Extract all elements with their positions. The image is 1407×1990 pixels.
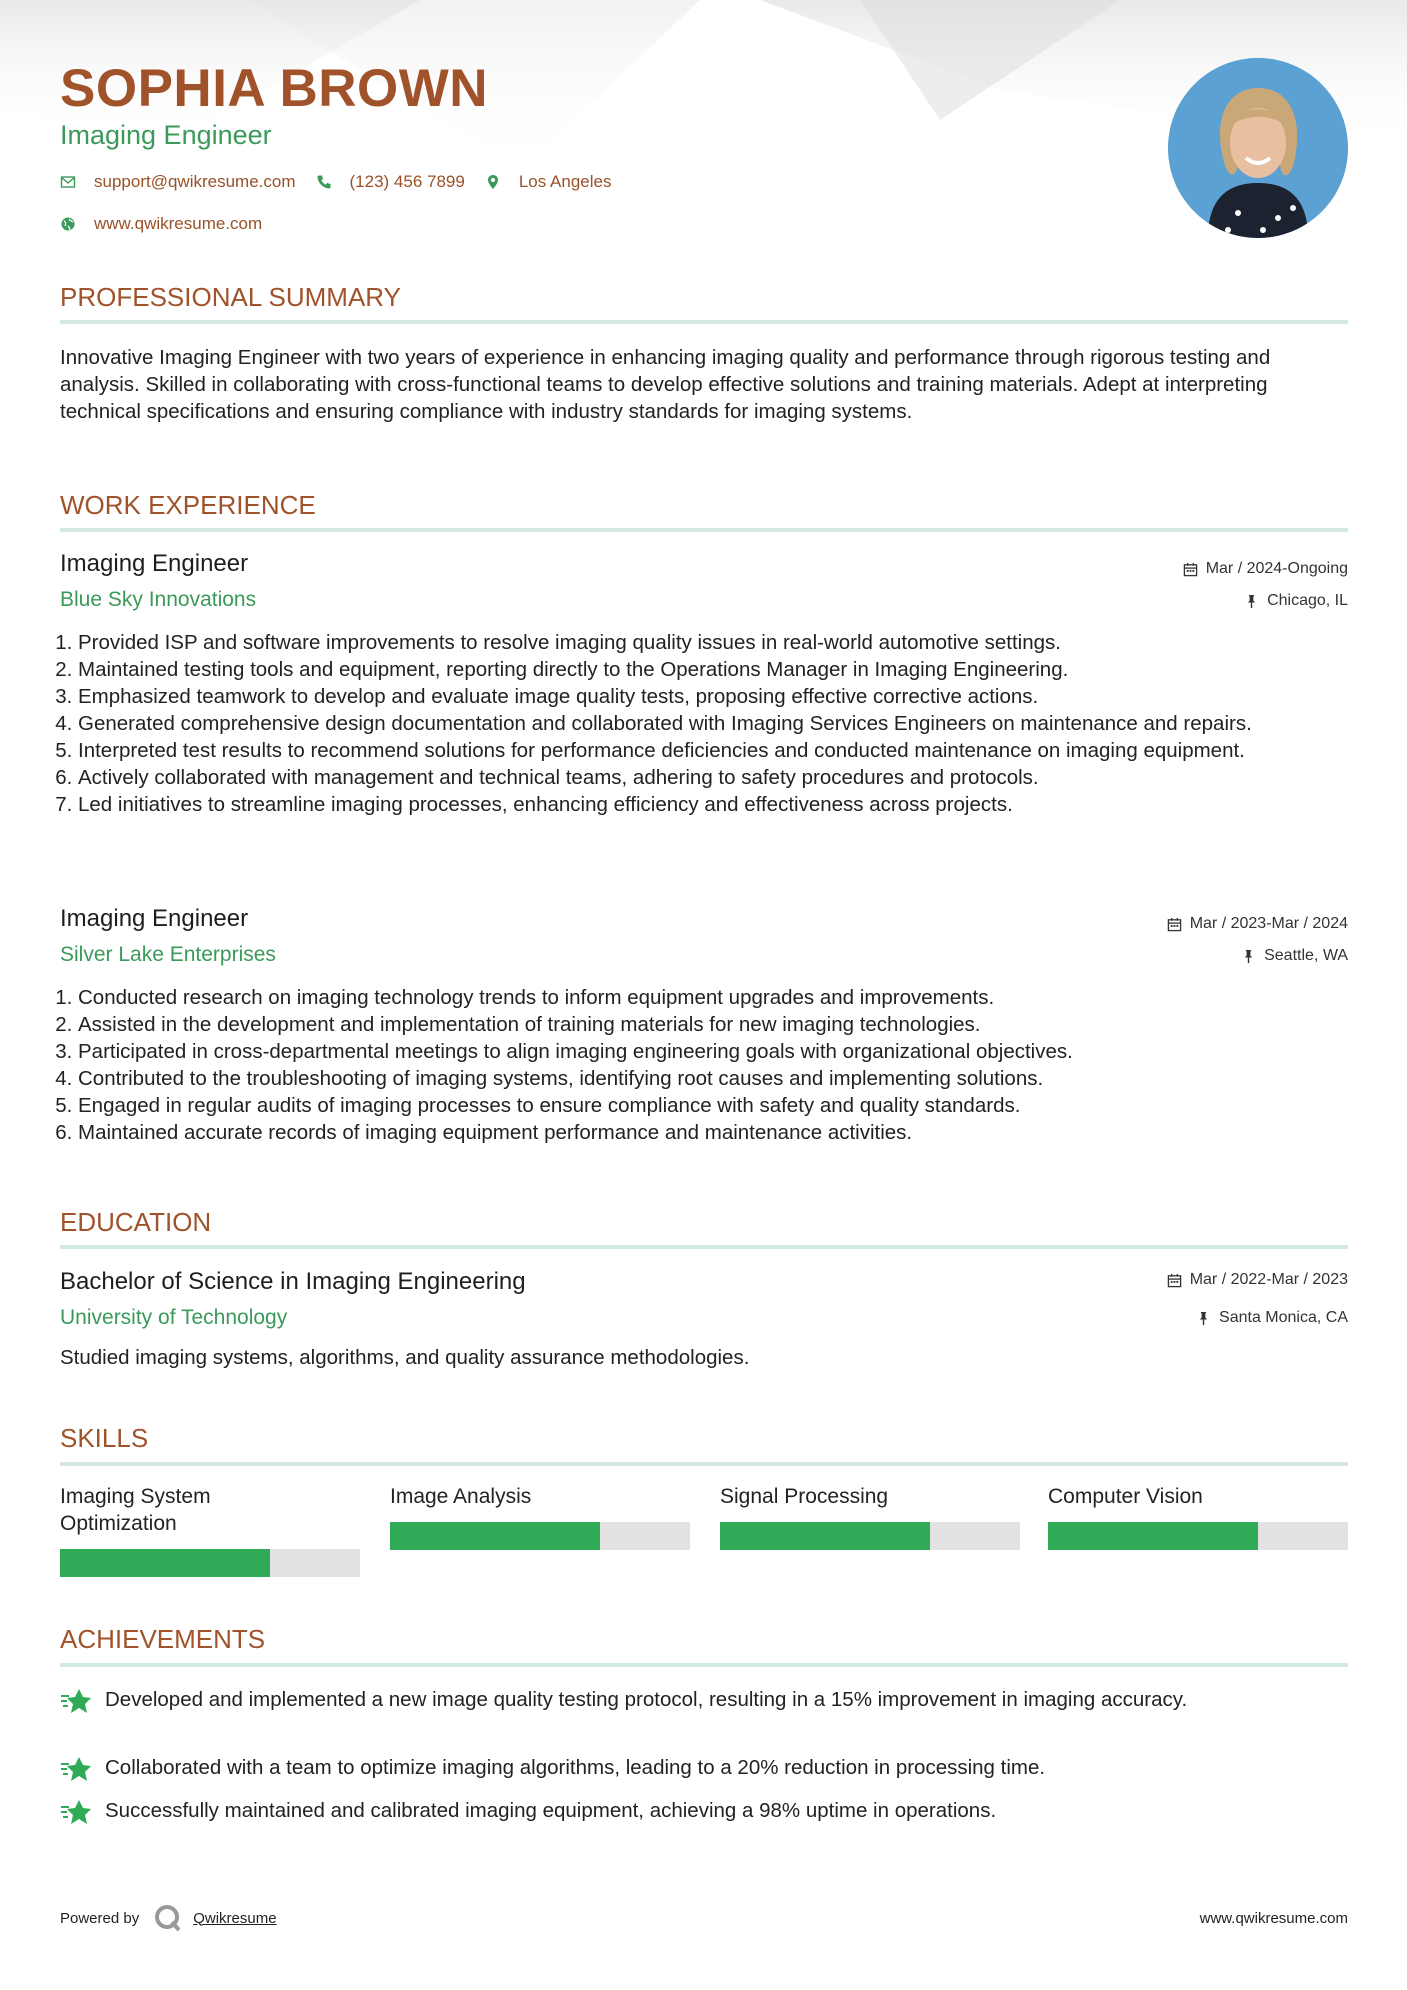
skill-bar xyxy=(60,1549,360,1577)
skill-bar xyxy=(1048,1522,1348,1550)
skill-level-fill xyxy=(1048,1522,1258,1550)
achievement-text: Developed and implemented a new image quality testing protocol, resulting in a 15% improvement in imaging accuracy. xyxy=(105,1688,1188,1711)
job-location xyxy=(1244,592,1348,610)
summary-heading: PROFESSIONAL SUMMARY xyxy=(60,282,401,312)
education-description: Studied imaging systems, algorithms, and quality assurance methodologies. xyxy=(60,1346,750,1369)
job-dates xyxy=(1167,915,1348,933)
school-name: University of Technology xyxy=(60,1306,288,1329)
contact-row xyxy=(60,172,631,192)
list-item: 5. Engaged in regular audits of imaging processes to ensure compliance with safety and quality standards. xyxy=(78,1092,1348,1119)
skill-level-fill xyxy=(60,1549,270,1577)
achievement-item xyxy=(60,1797,1348,1829)
education-location-text: Santa Monica, CA xyxy=(1219,1309,1348,1326)
skill-bar xyxy=(390,1522,690,1550)
experience-divider xyxy=(60,528,1348,532)
list-item: 6. Actively collaborated with management and technical teams, adhering to safety procedures and protocols. xyxy=(78,764,1348,791)
star-award-icon xyxy=(60,1754,92,1786)
globe-icon xyxy=(60,216,76,232)
profile-photo xyxy=(1168,58,1348,238)
website-text: www.qwikresume.com xyxy=(94,214,263,233)
location-item xyxy=(485,172,612,192)
footer-site-link[interactable]: www.qwikresume.com xyxy=(1199,1909,1348,1927)
job-dates xyxy=(1183,560,1348,578)
job-bullets xyxy=(60,984,1348,1146)
skill-item xyxy=(1048,1483,1348,1543)
skill-label: Image Analysis xyxy=(390,1485,532,1508)
list-item: 6. Maintained accurate records of imaging equipment performance and maintenance activities. xyxy=(78,1119,1348,1146)
pushpin-icon xyxy=(1196,1311,1211,1326)
email-item[interactable] xyxy=(60,172,296,192)
job-title: Imaging Engineer xyxy=(60,550,249,577)
powered-by-label: Powered by xyxy=(60,1909,140,1927)
phone-item[interactable] xyxy=(316,172,465,192)
skill-item xyxy=(720,1483,1020,1543)
star-award-icon xyxy=(60,1686,92,1718)
job-company: Silver Lake Enterprises xyxy=(60,943,276,966)
achievement-text: Successfully maintained and calibrated imaging equipment, achieving a 98% uptime in operations. xyxy=(105,1799,997,1822)
map-pin-icon xyxy=(485,174,501,190)
job-dates-text: Mar / 2024-Ongoing xyxy=(1205,560,1348,577)
envelope-icon xyxy=(60,174,76,190)
summary-text: Innovative Imaging Engineer with two years of experience in enhancing imaging quality and performance through rigorous testing and analysis. Skilled in collaborating with cross-functional teams to develop effective solutions and training materials. Adept at interpreting technical specifications and ensuring compliance with industry standards for imaging systems. xyxy=(60,346,1271,423)
job-company: Blue Sky Innovations xyxy=(60,588,257,611)
job-location xyxy=(1241,947,1348,965)
candidate-title: Imaging Engineer xyxy=(60,120,272,150)
footer xyxy=(60,1903,1348,1933)
list-item: 4. Generated comprehensive design documentation and collaborated with Imaging Services Engineers on maintenance and repairs. xyxy=(78,710,1348,737)
skill-label: Signal Processing xyxy=(720,1485,889,1508)
job-bullets xyxy=(60,629,1348,818)
website-item[interactable] xyxy=(60,214,262,234)
job-location-text: Chicago, IL xyxy=(1267,592,1348,609)
portrait-image xyxy=(1168,58,1348,238)
list-item: 4. Contributed to the troubleshooting of imaging systems, identifying root causes and implementing solutions. xyxy=(78,1065,1348,1092)
list-item: 1. Provided ISP and software improvements to resolve imaging quality issues in real-world automotive settings. xyxy=(78,629,1348,656)
email-text: support@qwikresume.com xyxy=(94,172,296,191)
pushpin-icon xyxy=(1241,949,1256,964)
star-award-icon xyxy=(60,1797,92,1829)
education-location xyxy=(1196,1309,1348,1327)
job-dates-text: Mar / 2023-Mar / 2024 xyxy=(1189,915,1348,932)
job-title: Imaging Engineer xyxy=(60,905,249,932)
skills-heading: SKILLS xyxy=(60,1423,149,1453)
skill-label: Computer Vision xyxy=(1048,1485,1203,1508)
education-dates-text: Mar / 2022-Mar / 2023 xyxy=(1189,1271,1348,1288)
list-item: 7. Led initiatives to streamline imaging processes, enhancing efficiency and effectiveness across projects. xyxy=(78,791,1348,818)
skills-divider xyxy=(60,1462,1348,1466)
achievements-heading: ACHIEVEMENTS xyxy=(60,1624,266,1654)
achievements-divider xyxy=(60,1663,1348,1667)
achievement-text: Collaborated with a team to optimize imaging algorithms, leading to a 20% reduction in processing time. xyxy=(105,1756,1046,1779)
education-divider xyxy=(60,1245,1348,1249)
skill-level-fill xyxy=(390,1522,600,1550)
calendar-icon xyxy=(1167,917,1182,932)
skill-item xyxy=(60,1483,360,1583)
education-heading: EDUCATION xyxy=(60,1207,212,1237)
qwikresume-link[interactable]: Qwikresume xyxy=(193,1909,277,1927)
calendar-icon xyxy=(1183,562,1198,577)
calendar-icon xyxy=(1167,1273,1182,1288)
achievement-item xyxy=(60,1754,1348,1786)
skill-bar xyxy=(720,1522,1020,1550)
website-row xyxy=(60,214,282,234)
list-item: 2. Assisted in the development and implementation of training materials for new imaging technologies. xyxy=(78,1011,1348,1038)
list-item: 3. Emphasized teamwork to develop and evaluate image quality tests, proposing effective corrective actions. xyxy=(78,683,1348,710)
skill-level-fill xyxy=(720,1522,930,1550)
list-item: 2. Maintained testing tools and equipment, reporting directly to the Operations Manager in Imaging Engineering. xyxy=(78,656,1348,683)
degree-title: Bachelor of Science in Imaging Engineering xyxy=(60,1268,526,1295)
skill-label: Imaging System Optimization xyxy=(60,1485,211,1535)
achievement-item xyxy=(60,1686,1348,1718)
phone-icon xyxy=(316,174,332,190)
location-text: Los Angeles xyxy=(518,172,612,191)
phone-text: (123) 456 7899 xyxy=(349,172,465,191)
list-item: 1. Conducted research on imaging technology trends to inform equipment upgrades and improvements. xyxy=(78,984,1348,1011)
summary-divider xyxy=(60,320,1348,324)
skill-item xyxy=(390,1483,690,1543)
education-dates xyxy=(1167,1271,1348,1289)
experience-heading: WORK EXPERIENCE xyxy=(60,490,316,520)
pushpin-icon xyxy=(1244,594,1259,609)
job-location-text: Seattle, WA xyxy=(1264,947,1348,964)
qwikresume-logo-icon xyxy=(153,1903,183,1933)
candidate-name: SOPHIA BROWN xyxy=(60,59,489,118)
list-item: 3. Participated in cross-departmental meetings to align imaging engineering goals with organizational objectives. xyxy=(78,1038,1348,1065)
list-item: 5. Interpreted test results to recommend solutions for performance deficiencies and conducted maintenance on imaging equipment. xyxy=(78,737,1348,764)
